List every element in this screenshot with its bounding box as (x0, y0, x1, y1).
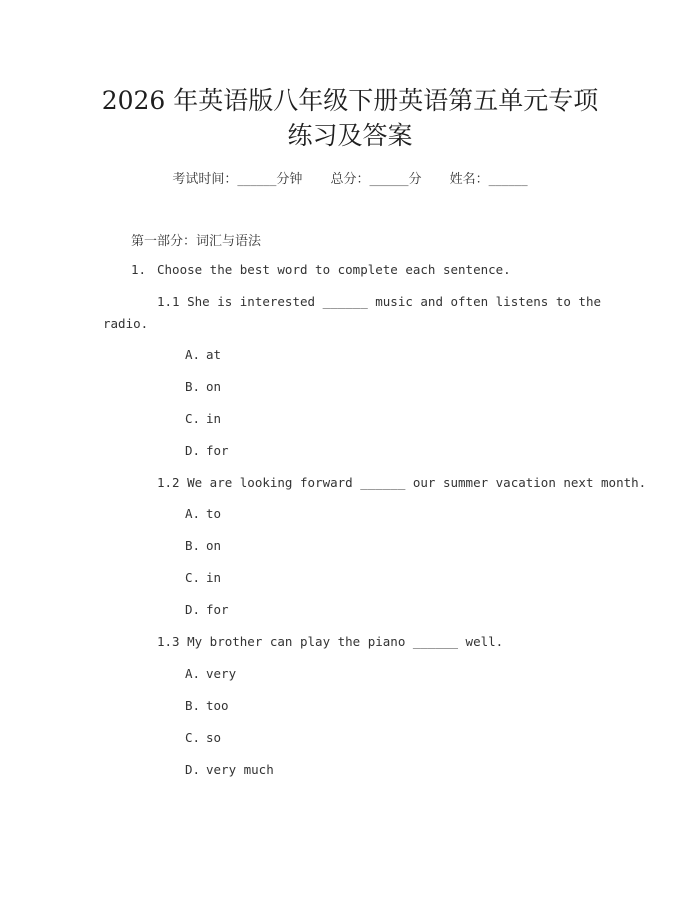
exam-total-score: 总分：______分 (330, 172, 422, 187)
subquestion-1-2: 1.2 We are looking forward ______ our summer vacation next month. (157, 475, 647, 490)
option-text: to (206, 506, 222, 521)
exam-info (0, 168, 700, 187)
document-title-line-1: 2026 年英语版八年级下册英语第五单元专项 (101, 86, 599, 115)
exam-time: 考试时间：______分钟 (172, 172, 303, 187)
option-item (185, 506, 221, 521)
option-letter: A. (185, 506, 201, 521)
option-text: too (206, 698, 229, 713)
subquestion-1-3: 1.3 My brother can play the piano ______ well. (157, 634, 504, 649)
option-item (185, 347, 221, 362)
question-1 (131, 262, 511, 277)
option-letter: C. (185, 411, 201, 426)
option-letter: D. (185, 602, 201, 617)
section-title: 第一部分：词汇与语法 (131, 234, 262, 249)
option-item (185, 443, 229, 458)
option-item (185, 411, 221, 426)
option-letter: D. (185, 762, 201, 777)
option-text: for (206, 443, 229, 458)
option-text: very (206, 666, 237, 681)
option-item (185, 538, 221, 553)
option-text: on (206, 538, 222, 553)
option-text: on (206, 379, 222, 394)
option-letter: C. (185, 570, 201, 585)
option-item (185, 762, 274, 777)
option-item (185, 379, 221, 394)
question-number: 1. (131, 262, 147, 277)
option-text: in (206, 411, 222, 426)
option-item (185, 730, 221, 745)
option-letter: A. (185, 666, 201, 681)
option-letter: B. (185, 538, 201, 553)
option-text: so (206, 730, 222, 745)
option-item (185, 698, 229, 713)
option-letter: B. (185, 379, 201, 394)
option-text: very much (206, 762, 274, 777)
option-text: at (206, 347, 222, 362)
question-text: Choose the best word to complete each sentence. (157, 262, 511, 277)
subquestion-1-1: 1.1 She is interested ______ music and often listens to the (157, 294, 602, 309)
option-letter: B. (185, 698, 201, 713)
subquestion-1-1-continuation: radio. (103, 316, 149, 331)
option-text: in (206, 570, 222, 585)
option-letter: C. (185, 730, 201, 745)
option-letter: A. (185, 347, 201, 362)
document-title-line-2: 练习及答案 (287, 121, 413, 150)
option-item (185, 666, 236, 681)
exam-name: 姓名：______ (449, 172, 528, 187)
option-text: for (206, 602, 229, 617)
option-item (185, 602, 229, 617)
option-item (185, 570, 221, 585)
option-letter: D. (185, 443, 201, 458)
